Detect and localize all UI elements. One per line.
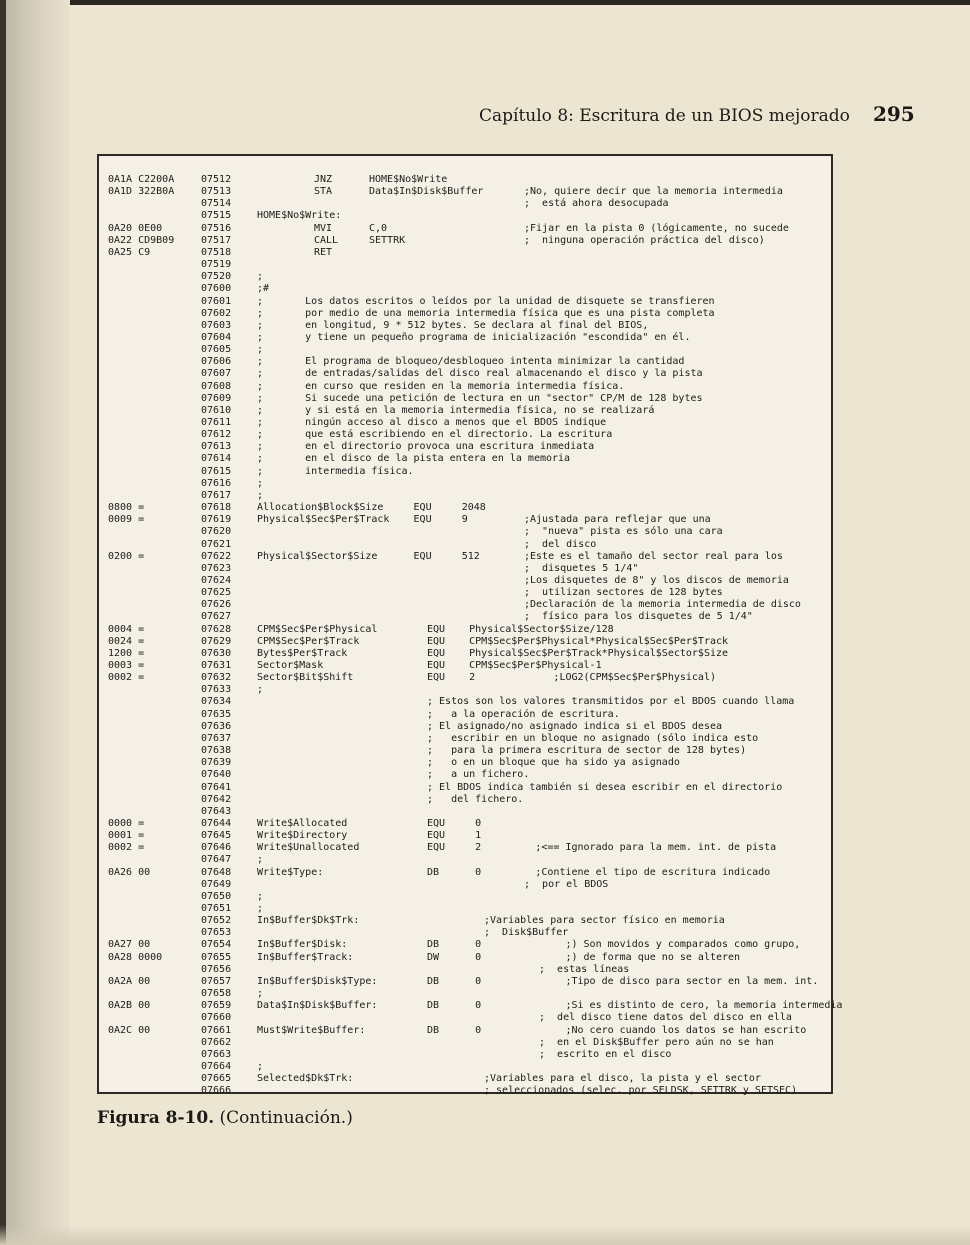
listing-extra: ;Variables para sector físico en memoria — [484, 915, 725, 927]
listing-line: 07631 — [201, 660, 232, 671]
listing-line: 07606 — [201, 356, 232, 368]
listing-label: Must$Write$Buffer: — [257, 1024, 366, 1036]
page-bottom-shadow — [0, 1225, 970, 1245]
listing-extra: ; a un fichero. — [427, 769, 530, 781]
listing-line — [99, 1037, 833, 1049]
listing-extra: DB 0 ;) Son movidos y comparados como grupo, — [427, 939, 801, 951]
listing-line: 07643 — [201, 805, 232, 817]
listing-line: 07512 — [201, 174, 232, 185]
listing-extra: ; físico para los disquetes de 5 1/4" — [524, 611, 753, 623]
listing-line — [99, 259, 833, 271]
figure-caption-text: (Continuación.) — [219, 1108, 353, 1128]
listing-label: ; — [257, 903, 264, 914]
listing-extra: ; El asignado/no asignado indica si el BDOS desea — [427, 720, 723, 732]
listing-extra: ; Estos son los valores transmitidos por el BDOS cuando llama — [427, 696, 795, 708]
listing-addr: 0A28 0000 — [108, 951, 163, 963]
listing-line — [99, 660, 833, 672]
listing-comment: ;Fijar en la pista 0 (lógicamente, no sucede — [524, 222, 789, 234]
listing-label: In$Buffer$Dk$Trk: — [257, 915, 360, 927]
listing-extra: EQU Physical$Sector$Size/128 — [427, 623, 614, 635]
listing-addr: 0002 = — [108, 672, 145, 684]
listing-label: ; — [257, 271, 264, 283]
listing-line — [99, 308, 833, 320]
listing-line — [99, 648, 833, 660]
listing-label: In$Buffer$Track: — [257, 951, 354, 963]
listing-line — [99, 599, 833, 611]
listing-addr: 0A2C 00 — [108, 1024, 151, 1036]
listing-line: 07614 — [201, 453, 232, 465]
listing-line — [99, 854, 833, 866]
scan-top-edge — [0, 0, 970, 5]
listing-line: 07611 — [201, 417, 232, 428]
listing-line: 07604 — [201, 331, 232, 343]
listing-line: 07633 — [201, 684, 232, 696]
listing-line — [99, 964, 833, 976]
listing-line: 07613 — [201, 441, 232, 453]
listing-label: ; intermedia física. — [257, 465, 414, 477]
listing-line: 07666 — [201, 1085, 232, 1097]
listing-line — [99, 782, 833, 794]
listing-addr: 0009 = — [108, 514, 145, 526]
listing-line: 07635 — [201, 708, 232, 720]
listing-extra: ; para la primera escritura de sector de 128 bytes) — [427, 745, 747, 757]
listing-line: 07646 — [201, 842, 232, 854]
listing-label: ; — [257, 890, 264, 902]
listing-line: 07520 — [201, 271, 232, 283]
listing-line — [99, 1049, 833, 1061]
listing-line: 07625 — [201, 587, 232, 599]
listing-line: 07659 — [201, 1000, 232, 1012]
listing-line — [99, 1012, 833, 1024]
listing-line: 07619 — [201, 514, 232, 526]
listing-line — [99, 769, 833, 781]
listing-label: Bytes$Per$Track — [257, 647, 348, 659]
listing-arg: SETTRK — [369, 234, 406, 246]
listing-label: ; ningún acceso al disco a menos que el BDOS indique — [257, 417, 607, 428]
listing-line — [99, 721, 833, 733]
listing-line: 07638 — [201, 745, 232, 757]
listing-extra: EQU 0 — [427, 817, 482, 829]
listing-label: ; Los datos escritos o leídos por la unidad de disquete se transfieren — [257, 295, 715, 307]
listing-line: 07648 — [201, 866, 232, 878]
listing-line — [99, 672, 833, 684]
listing-line — [99, 186, 833, 198]
listing-extra: ; disquetes 5 1/4" — [524, 562, 639, 574]
listing-label: ; que está escribiendo en el directorio. La escritura — [257, 429, 613, 441]
listing-addr: 0A25 C9 — [108, 246, 151, 258]
listing-line: 07644 — [201, 817, 232, 829]
listing-line — [99, 1061, 833, 1073]
listing-line — [99, 247, 833, 259]
listing-label: ; — [257, 988, 264, 1000]
listing-label: CPM$Sec$Per$Physical — [257, 623, 378, 635]
listing-line: 07621 — [201, 538, 232, 550]
listing-label: ; — [257, 489, 264, 501]
listing-line — [99, 502, 833, 514]
listing-extra: ;Los disquetes de 8" y los discos de memoria — [524, 574, 789, 586]
listing-line — [99, 490, 833, 502]
listing-line: 07607 — [201, 368, 232, 380]
listing-line: 07660 — [201, 1012, 232, 1024]
listing-line — [99, 939, 833, 951]
listing-line: 07608 — [201, 380, 232, 392]
listing-line — [99, 223, 833, 235]
listing-line — [99, 441, 833, 453]
listing-label: In$Buffer$Disk: — [257, 939, 348, 951]
listing-op: JNZ — [314, 174, 333, 185]
listing-line — [99, 587, 833, 599]
listing-line: 07610 — [201, 404, 232, 416]
listing-line: 07642 — [201, 793, 232, 805]
listing-line: 07634 — [201, 696, 232, 708]
listing-line: 07601 — [201, 295, 232, 307]
listing-extra: EQU Physical$Sec$Per$Track*Physical$Sector$Size — [427, 647, 729, 659]
listing-line: 07647 — [201, 854, 232, 866]
figure-caption — [97, 1108, 353, 1128]
listing-line: 07612 — [201, 429, 232, 441]
listing-extra: EQU CPM$Sec$Per$Physical-1 — [427, 660, 602, 671]
listing-label: ; en curso que residen en la memoria intermedia física. — [257, 380, 625, 392]
listing-line: 07654 — [201, 939, 232, 951]
listing-line — [99, 563, 833, 575]
listing-label: ; de entradas/salidas del disco real almacenando el disco y la pista — [257, 368, 703, 380]
listing-label: ; — [257, 477, 264, 489]
listing-arg: C,0 — [369, 222, 388, 234]
listing-addr: 0001 = — [108, 830, 145, 842]
listing-line: 07650 — [201, 890, 232, 902]
listing-extra: ; por el BDOS — [524, 878, 609, 890]
listing-addr: 0800 = — [108, 502, 145, 514]
listing-extra: ;Ajustada para reflejar que una — [524, 514, 711, 526]
listing-line — [99, 927, 833, 939]
listing-line: 07618 — [201, 502, 232, 514]
listing-line: 07653 — [201, 927, 232, 939]
listing-line — [99, 636, 833, 648]
listing-op: STA — [314, 186, 333, 198]
listing-extra: ;Variables para el disco, la pista y el sector — [484, 1073, 761, 1085]
listing-line: 07639 — [201, 757, 232, 769]
listing-extra: ; del disco — [524, 538, 597, 550]
listing-line: 07656 — [201, 963, 232, 975]
listing-label: HOME$No$Write: — [257, 210, 342, 222]
listing-label: ; — [257, 344, 264, 356]
page-edge — [0, 0, 6, 1245]
listing-label: ; — [257, 1060, 264, 1072]
listing-line — [99, 344, 833, 356]
listing-label: Sector$Bit$Shift — [257, 672, 354, 684]
listing-extra: ; escrito en el disco — [539, 1048, 672, 1060]
listing-label: CPM$Sec$Per$Track — [257, 635, 360, 647]
listing-line — [99, 976, 833, 988]
listing-line — [99, 624, 833, 636]
listing-line — [99, 235, 833, 247]
listing-addr: 0024 = — [108, 635, 145, 647]
listing-extra: ; estas líneas — [539, 963, 630, 975]
listing-arg: Data$In$Disk$Buffer — [369, 186, 484, 198]
listing-label: Write$Allocated — [257, 817, 348, 829]
listing-label: ; por medio de una memoria intermedia física que es una pista completa — [257, 307, 715, 319]
listing-line: 07516 — [201, 222, 232, 234]
listing-line: 07519 — [201, 259, 232, 271]
page-number: 295 — [872, 102, 915, 126]
listing-line — [99, 393, 833, 405]
listing-extra: ; utilizan sectores de 128 bytes — [524, 587, 723, 599]
listing-line — [99, 575, 833, 587]
page-header — [479, 102, 915, 126]
listing-extra: EQU 2 ;LOG2(CPM$Sec$Per$Physical) — [427, 672, 716, 684]
listing-label: Allocation$Block$Size EQU 2048 — [257, 502, 486, 514]
listing-line — [99, 684, 833, 696]
listing-line: 07602 — [201, 307, 232, 319]
listing-label: ; El programa de bloqueo/desbloqueo intenta minimizar la cantidad — [257, 356, 685, 368]
listing-line: 07637 — [201, 732, 232, 744]
listing-extra: ; a la operación de escritura. — [427, 708, 620, 720]
listing-line: 07645 — [201, 830, 232, 842]
listing-line — [99, 271, 833, 283]
listing-line — [99, 198, 833, 210]
listing-comment: ; ninguna operación práctica del disco) — [524, 234, 765, 246]
listing-line: 07630 — [201, 647, 232, 659]
listing-line — [99, 733, 833, 745]
listing-line: 07649 — [201, 878, 232, 890]
listing-extra: DB 0 ;Tipo de disco para sector en la mem. int. — [427, 975, 819, 987]
listing-comment: ;No, quiere decir que la memoria intermedia — [524, 186, 783, 198]
listing-arg: HOME$No$Write — [369, 174, 448, 185]
listing-extra: EQU CPM$Sec$Per$Physical*Physical$Sec$Per$Track — [427, 635, 729, 647]
listing-line: 07616 — [201, 477, 232, 489]
listing-extra: ; Disk$Buffer — [484, 927, 569, 939]
listing-addr: 0200 = — [108, 550, 145, 562]
listing-extra: DB 0 ;No cero cuando los datos se han escrito — [427, 1024, 807, 1036]
listing-addr: 0004 = — [108, 623, 145, 635]
listing-line — [99, 381, 833, 393]
listing-line — [99, 1085, 833, 1097]
listing-line — [99, 1073, 833, 1085]
listing-label: ; Si sucede una petición de lectura en un "sector" CP/M de 128 bytes — [257, 392, 703, 404]
listing-extra: DB 0 ;Si es distinto de cero, la memoria intermedia — [427, 1000, 843, 1012]
listing-label: Data$In$Disk$Buffer: — [257, 1000, 378, 1012]
listing-addr: 0A1D 322B0A — [108, 186, 175, 198]
listing-line — [99, 320, 833, 332]
listing-extra: DW 0 ;) de forma que no se alteren — [427, 951, 741, 963]
listing-label: ; — [257, 684, 264, 696]
listing-line — [99, 879, 833, 891]
listing-label: In$Buffer$Disk$Type: — [257, 975, 378, 987]
listing-addr: 0A26 00 — [108, 866, 151, 878]
listing-line — [99, 806, 833, 818]
listing-label: Write$Type: — [257, 866, 324, 878]
listing-line: 07623 — [201, 562, 232, 574]
listing-label: Physical$Sec$Per$Track EQU 9 — [257, 514, 468, 526]
listing-line — [99, 891, 833, 903]
listing-line — [99, 1025, 833, 1037]
listing-line — [99, 745, 833, 757]
listing-addr: 0A2B 00 — [108, 1000, 151, 1012]
listing-label: Physical$Sector$Size EQU 512 — [257, 550, 480, 562]
listing-addr: 0A20 0E00 — [108, 222, 163, 234]
listing-line: 07657 — [201, 975, 232, 987]
listing-addr: 0000 = — [108, 817, 145, 829]
listing-label: Write$Unallocated — [257, 842, 360, 854]
listing-label: ; y si está en la memoria intermedia física, no se realizará — [257, 404, 655, 416]
listing-line — [99, 709, 833, 721]
listing-line — [99, 915, 833, 927]
listing-line — [99, 210, 833, 222]
listing-line — [99, 356, 833, 368]
listing-line — [99, 429, 833, 441]
listing-extra: ; escribir en un bloque no asignado (sólo indica esto — [427, 732, 759, 744]
listing-line — [99, 794, 833, 806]
listing-line: 07515 — [201, 210, 232, 222]
listing-extra: ; "nueva" pista es sólo una cara — [524, 526, 723, 538]
listing-line — [99, 478, 833, 490]
chapter-title: Capítulo 8: Escritura de un BIOS mejorado — [479, 106, 850, 126]
listing-line: 07620 — [201, 526, 232, 538]
listing-line: 07651 — [201, 903, 232, 914]
listing-line — [99, 1000, 843, 1012]
listing-label: ; en el disco de la pista entera en la memoria — [257, 453, 571, 465]
listing-line — [99, 611, 833, 623]
listing-line — [99, 830, 833, 842]
listing-line: 07624 — [201, 574, 232, 586]
listing-addr: 0A22 CD9B09 — [108, 234, 175, 246]
listing-line — [99, 842, 833, 854]
listing-line — [99, 514, 833, 526]
listing-extra: ; El BDOS indica también si desea escribir en el directorio — [427, 781, 783, 793]
listing-line: 07640 — [201, 769, 232, 781]
listing-label: ; y tiene un pequeño programa de inicialización "escondida" en él. — [257, 331, 691, 343]
listing-line: 07641 — [201, 781, 232, 793]
listing-line: 07600 — [201, 283, 232, 295]
listing-addr: 0003 = — [108, 660, 145, 671]
listing-line: 07663 — [201, 1048, 232, 1060]
listing-line — [99, 368, 833, 380]
listing-line: 07665 — [201, 1073, 232, 1085]
listing-line: 07617 — [201, 489, 232, 501]
listing-line: 07514 — [201, 198, 232, 210]
listing-line — [99, 453, 833, 465]
listing-line: 07662 — [201, 1036, 232, 1048]
listing-line — [99, 296, 833, 308]
listing-line: 07513 — [201, 186, 232, 198]
listing-line: 07636 — [201, 720, 232, 732]
listing-line: 07626 — [201, 599, 232, 611]
listing-line — [99, 417, 833, 429]
listing-label: ;# — [257, 283, 270, 295]
listing-comment: ; está ahora desocupada — [524, 198, 669, 210]
listing-extra: ; del disco tiene datos del disco en ella — [539, 1012, 792, 1024]
listing-line: 07627 — [201, 611, 232, 623]
listing-line: 07609 — [201, 392, 232, 404]
listing-op: CALL — [314, 234, 339, 246]
listing-label: Sector$Mask — [257, 660, 324, 671]
listing-line — [99, 551, 833, 563]
listing-line — [99, 867, 833, 879]
listing-line: 07632 — [201, 672, 232, 684]
listing-line: 07664 — [201, 1060, 232, 1072]
listing-extra: ;Declaración de la memoria intermedia de disco — [524, 599, 801, 611]
listing-line — [99, 988, 833, 1000]
listing-op: RET — [314, 246, 333, 258]
listing-line — [99, 757, 833, 769]
listing-extra: DB 0 ;Contiene el tipo de escritura indicado — [427, 866, 771, 878]
listing-extra: ; del fichero. — [427, 793, 524, 805]
listing-line — [99, 526, 833, 538]
listing-line: 07652 — [201, 915, 232, 927]
listing-line: 07517 — [201, 234, 232, 246]
listing-line — [99, 466, 833, 478]
listing-extra: EQU 2 ;<== Ignorado para la mem. int. de pista — [427, 842, 777, 854]
listing-line: 07655 — [201, 951, 232, 963]
listing-label: ; en el directorio provoca una escritura inmediata — [257, 441, 595, 453]
listing-extra: ; en el Disk$Buffer pero aún no se han — [539, 1036, 774, 1048]
listing-extra: EQU 1 — [427, 830, 482, 842]
listing-line: 07661 — [201, 1024, 232, 1036]
listing-extra: ; o en un bloque que ha sido ya asignado — [427, 757, 680, 769]
listing-label: Write$Directory — [257, 830, 348, 842]
listing-line: 07615 — [201, 465, 232, 477]
book-spine-shadow — [0, 0, 70, 1245]
listing-addr: 0002 = — [108, 842, 145, 854]
listing-line — [99, 405, 833, 417]
listing-line: 07518 — [201, 246, 232, 258]
listing-line: 07605 — [201, 344, 232, 356]
listing-line — [99, 283, 833, 295]
listing-addr: 0A27 00 — [108, 939, 151, 951]
listing-line — [99, 818, 833, 830]
figure-label: Figura 8-10. — [97, 1108, 215, 1128]
listing-extra: ; seleccionados (selec. por SELDSK, SETTRK y SETSEC) — [484, 1085, 798, 1097]
listing-line — [99, 903, 833, 915]
listing-line: 07629 — [201, 635, 232, 647]
listing-addr: 0A2A 00 — [108, 975, 151, 987]
listing-line — [99, 952, 833, 964]
listing-line — [99, 696, 833, 708]
listing-label: ; — [257, 854, 264, 866]
listing-line — [99, 332, 833, 344]
listing-op: MVI — [314, 222, 333, 234]
listing-line — [99, 539, 833, 551]
listing-line — [99, 174, 833, 186]
listing-line: 07658 — [201, 988, 232, 1000]
listing-line: 07603 — [201, 319, 232, 331]
code-listing — [97, 154, 843, 1097]
listing-extra: ;Este es el tamaño del sector real para los — [524, 550, 783, 562]
listing-addr: 0A1A C2200A — [108, 174, 175, 185]
listing-addr: 1200 = — [108, 647, 145, 659]
listing-line: 07622 — [201, 550, 232, 562]
listing-label: ; en longitud, 9 * 512 bytes. Se declara al final del BIOS, — [257, 319, 649, 331]
listing-label: Selected$Dk$Trk: — [257, 1073, 354, 1085]
listing-line: 07628 — [201, 623, 232, 635]
